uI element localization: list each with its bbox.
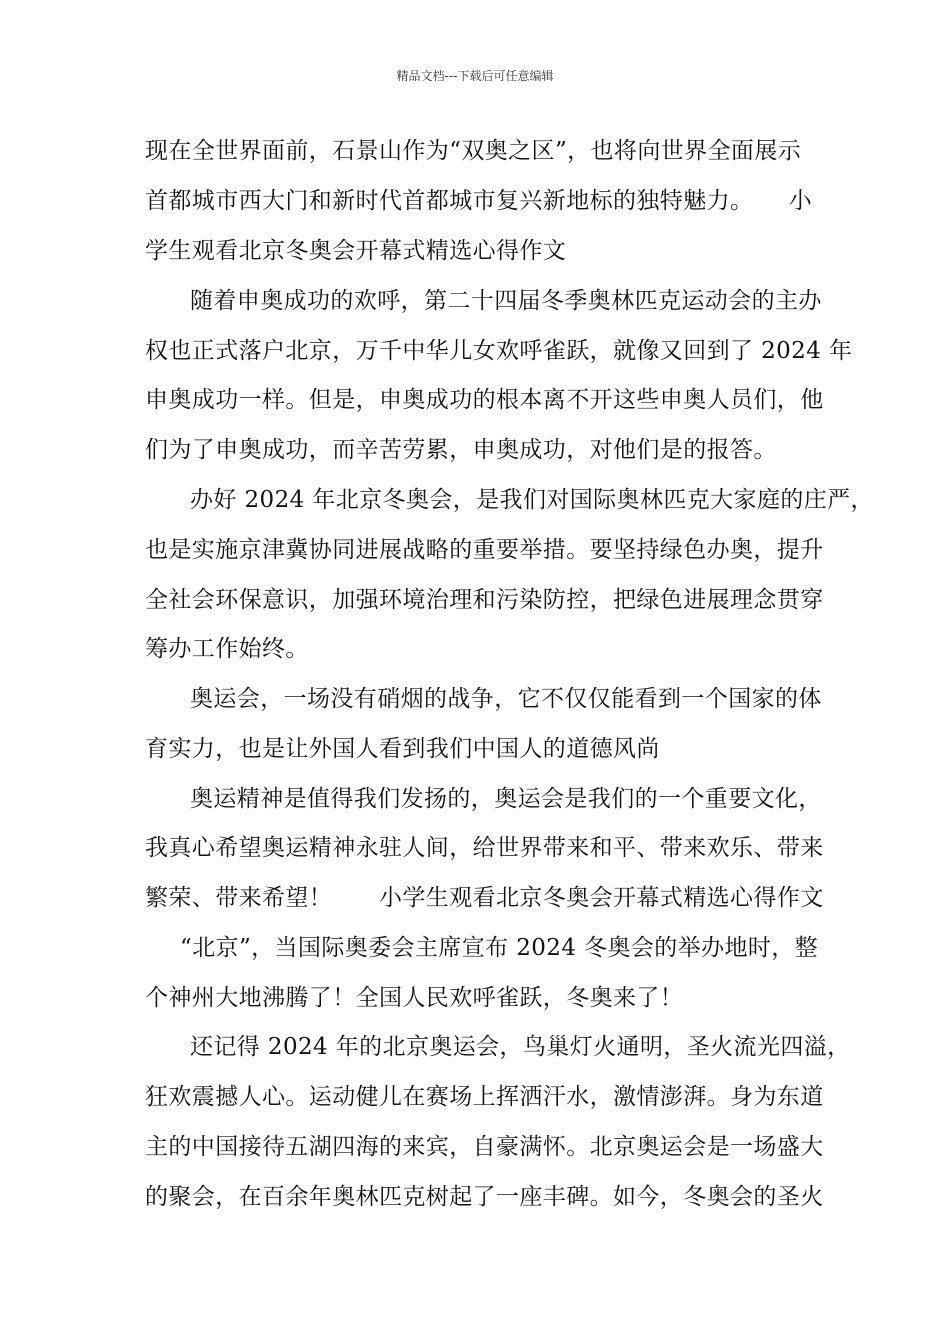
- text-line: 还记得 2024 年的北京奥运会，鸟巢灯火通明，圣火流光四溢，: [190, 1034, 851, 1060]
- text-line: 随着申奥成功的欢呼，第二十四届冬季奥林匹克运动会的主办: [190, 288, 822, 314]
- text-line: 我真心希望奥运精神永驻人间，给世界带来和平、带来欢乐、带来: [145, 835, 824, 861]
- page-header: 精品文档---下载后可任意编辑: [396, 69, 554, 83]
- text-line: 个神州大地沸腾了！全国人民欢呼雀跃，冬奥来了！: [145, 985, 684, 1011]
- text-line: 育实力，也是让外国人看到我们中国人的道德风尚: [145, 736, 660, 762]
- text-line: 的聚会，在百余年奥林匹克树起了一座丰碑。如今，冬奥会的圣火: [145, 1184, 824, 1210]
- text-line: 办好 2024 年北京冬奥会，是我们对国际奥林匹克大家庭的庄严，: [190, 487, 874, 513]
- text-line: 申奥成功一样。但是，申奥成功的根本离不开这些申奥人员们，他: [145, 387, 824, 413]
- text-line: 现在全世界面前，石景山作为“双奥之区”，也将向世界全面展示: [145, 138, 802, 164]
- text-line: 权也正式落户北京，万千中华儿女欢呼雀跃，就像又回到了 2024 年: [145, 338, 853, 364]
- text-line: 首都城市西大门和新时代首都城市复兴新地标的独特魅力。 小: [145, 188, 813, 214]
- text-line: 也是实施京津冀协同进展战略的重要举措。要坚持绿色办奥，提升: [145, 537, 824, 563]
- text-line: 们为了申奥成功，而辛苦劳累，申奥成功，对他们是的报答。: [145, 437, 777, 463]
- text-line: 全社会环保意识，加强环境治理和污染防控，把绿色进展理念贯穿: [145, 587, 824, 613]
- text-line: 学生观看北京冬奥会开幕式精选心得作文: [145, 238, 567, 264]
- text-line: “北京”，当国际奥委会主席宣布 2024 冬奥会的举办地时，整: [180, 935, 819, 961]
- text-line: 筹办工作始终。: [145, 636, 309, 662]
- text-line: 繁荣、带来希望！ 小学生观看北京冬奥会开幕式精选心得作文: [145, 885, 824, 911]
- text-line: 主的中国接待五湖四海的来宾，自豪满怀。北京奥运会是一场盛大: [145, 1134, 824, 1160]
- text-line: 狂欢震撼人心。运动健儿在赛场上挥洒汗水，激情澎湃。身为东道: [145, 1084, 824, 1110]
- text-line: 奥运精神是值得我们发扬的，奥运会是我们的一个重要文化，: [190, 786, 822, 812]
- text-line: 奥运会，一场没有硝烟的战争，它不仅仅能看到一个国家的体: [190, 686, 822, 712]
